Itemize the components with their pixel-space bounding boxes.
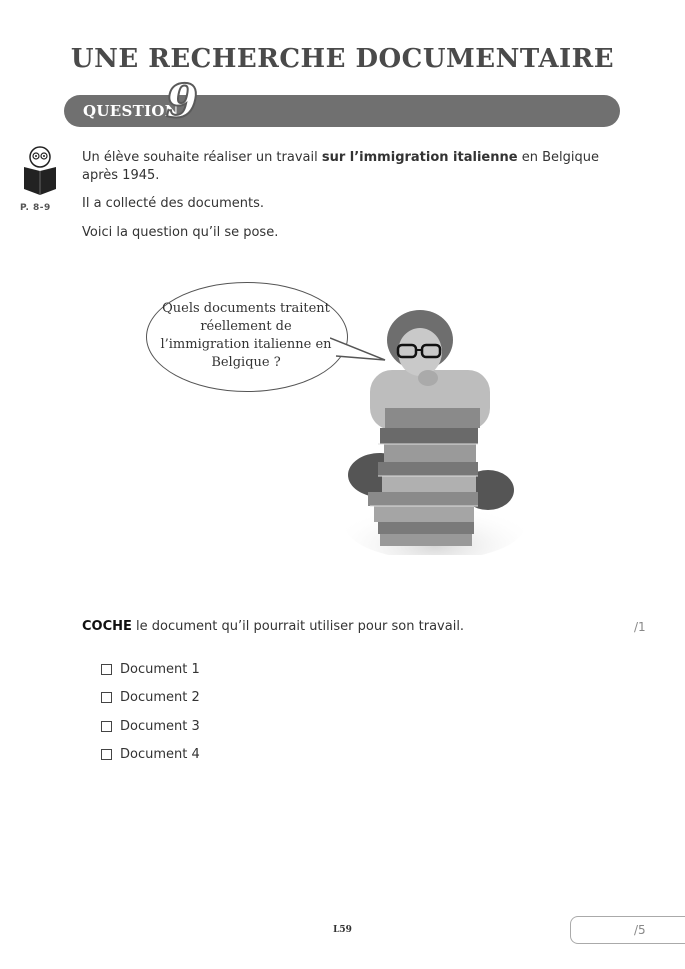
speech-bubble-text: Quels documents traitent réellement de l’immigration italienne en Belgique ? <box>160 301 332 370</box>
checkbox[interactable] <box>101 721 112 732</box>
option-document-3[interactable]: Document 3 <box>101 712 200 741</box>
checkbox[interactable] <box>101 749 112 760</box>
total-score-box <box>570 916 685 944</box>
option-document-2[interactable]: Document 2 <box>101 684 200 713</box>
page-reference: P. 8-9 <box>20 203 51 213</box>
task-instruction: COCHE le document qu’il pourrait utiliser pour son travail. <box>82 619 465 634</box>
question-score: /1 <box>634 620 646 634</box>
checkbox[interactable] <box>101 664 112 675</box>
intro-paragraph-2: Il a collecté des documents. <box>82 196 265 211</box>
checkbox[interactable] <box>101 692 112 703</box>
question-number: 9 <box>166 74 199 128</box>
page-number: L59 <box>333 925 352 935</box>
total-score: /5 <box>634 923 646 937</box>
reading-student-icon <box>22 145 58 197</box>
task-verb: COCHE <box>82 619 132 634</box>
page-title: UNE RECHERCHE DOCUMENTAIRE <box>70 44 615 74</box>
option-document-1[interactable]: Document 1 <box>101 655 200 684</box>
speech-bubble-tail <box>330 330 390 370</box>
intro-paragraph-1: Un élève souhaite réaliser un travail sur l’immigration italienne en Belgique après 1945. <box>82 150 599 183</box>
intro-paragraph-3: Voici la question qu’il se pose. <box>82 225 279 240</box>
option-document-4[interactable]: Document 4 <box>101 741 200 770</box>
intro-emphasis: sur l’immigration italienne <box>321 150 518 165</box>
question-label: QUESTION <box>83 102 179 120</box>
options-list <box>101 655 200 769</box>
